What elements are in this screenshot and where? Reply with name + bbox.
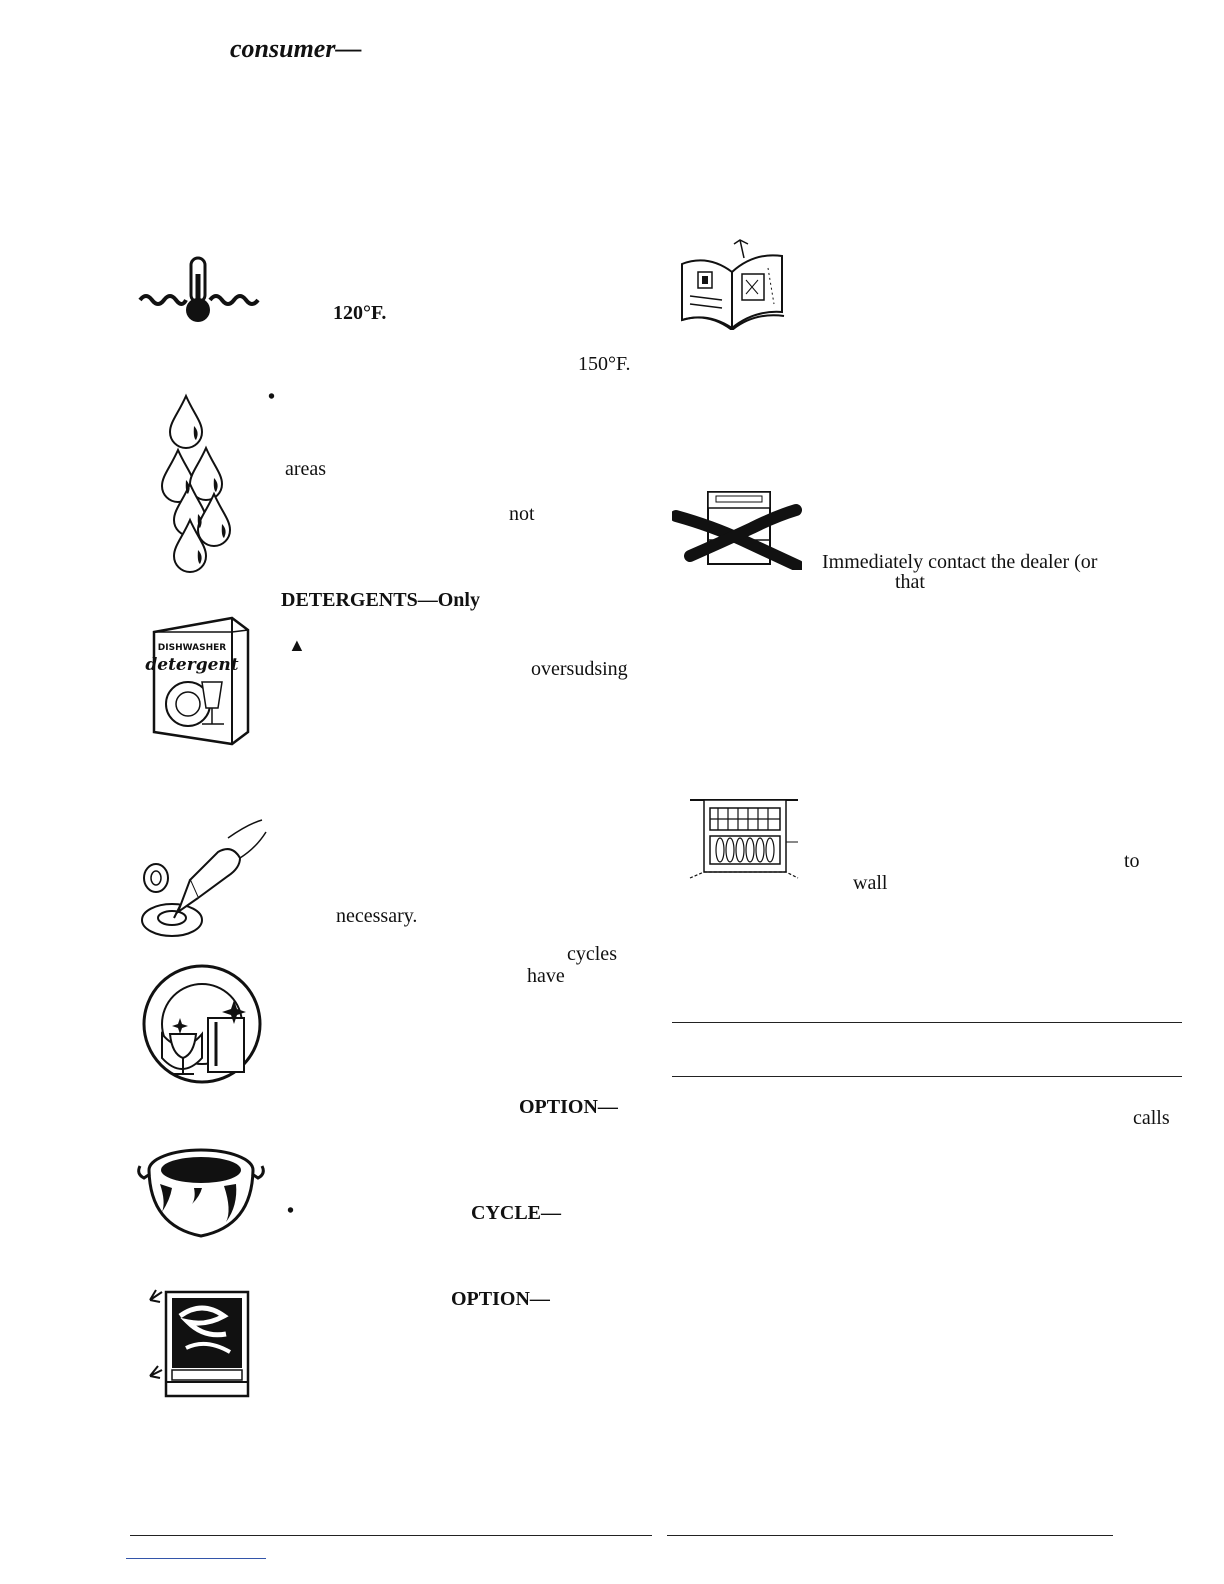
text-that: that [895,571,925,593]
text-oversudsing: oversudsing [531,658,628,680]
bullet: • [287,1200,295,1222]
water-drops-icon [156,392,236,574]
text-areas: areas [285,458,327,480]
text-necessary: necessary. [336,905,418,927]
thermometer-icon [138,256,260,328]
sparkling-dishes-icon [136,962,268,1086]
text-have: have [527,965,565,987]
temp-value-2: 150°F. [578,353,631,375]
text-immediately: Immediately contact the dealer (or [822,551,1098,573]
footer-link-underline [126,1558,266,1559]
detergent-box-icon [140,612,252,746]
temp-value: 120°F. [333,302,387,324]
detergents-label: DETERGENTS—Only [281,589,480,611]
text-calls: calls [1133,1107,1170,1129]
option-label-1: OPTION— [519,1096,618,1118]
footer-rule-right [667,1535,1113,1536]
soiled-pot-icon [136,1140,266,1242]
page-title: consumer— [230,34,362,63]
loaded-rack-icon [688,796,800,880]
divider-rule [672,1022,1182,1023]
damaged-dishwasher-icon [672,486,802,570]
text-to: to [1124,850,1140,872]
option-label-2: OPTION— [451,1288,550,1310]
text-cycles: cycles [567,943,617,965]
divider-rule [672,1076,1182,1077]
warning-symbol: ▲ [288,635,306,655]
cycle-label: CYCLE— [471,1202,562,1224]
dishwasher-airflow-icon [146,1286,252,1402]
bullet: • [268,386,276,408]
footer-rule-left [130,1535,652,1536]
manual-book-icon [674,238,790,330]
text-not: not [509,503,535,525]
text-wall: wall [853,872,888,894]
box-line-1: DISHWASHER [157,643,227,653]
rinse-agent-bottle-icon [128,818,268,940]
box-line-2: detergent [145,655,239,675]
